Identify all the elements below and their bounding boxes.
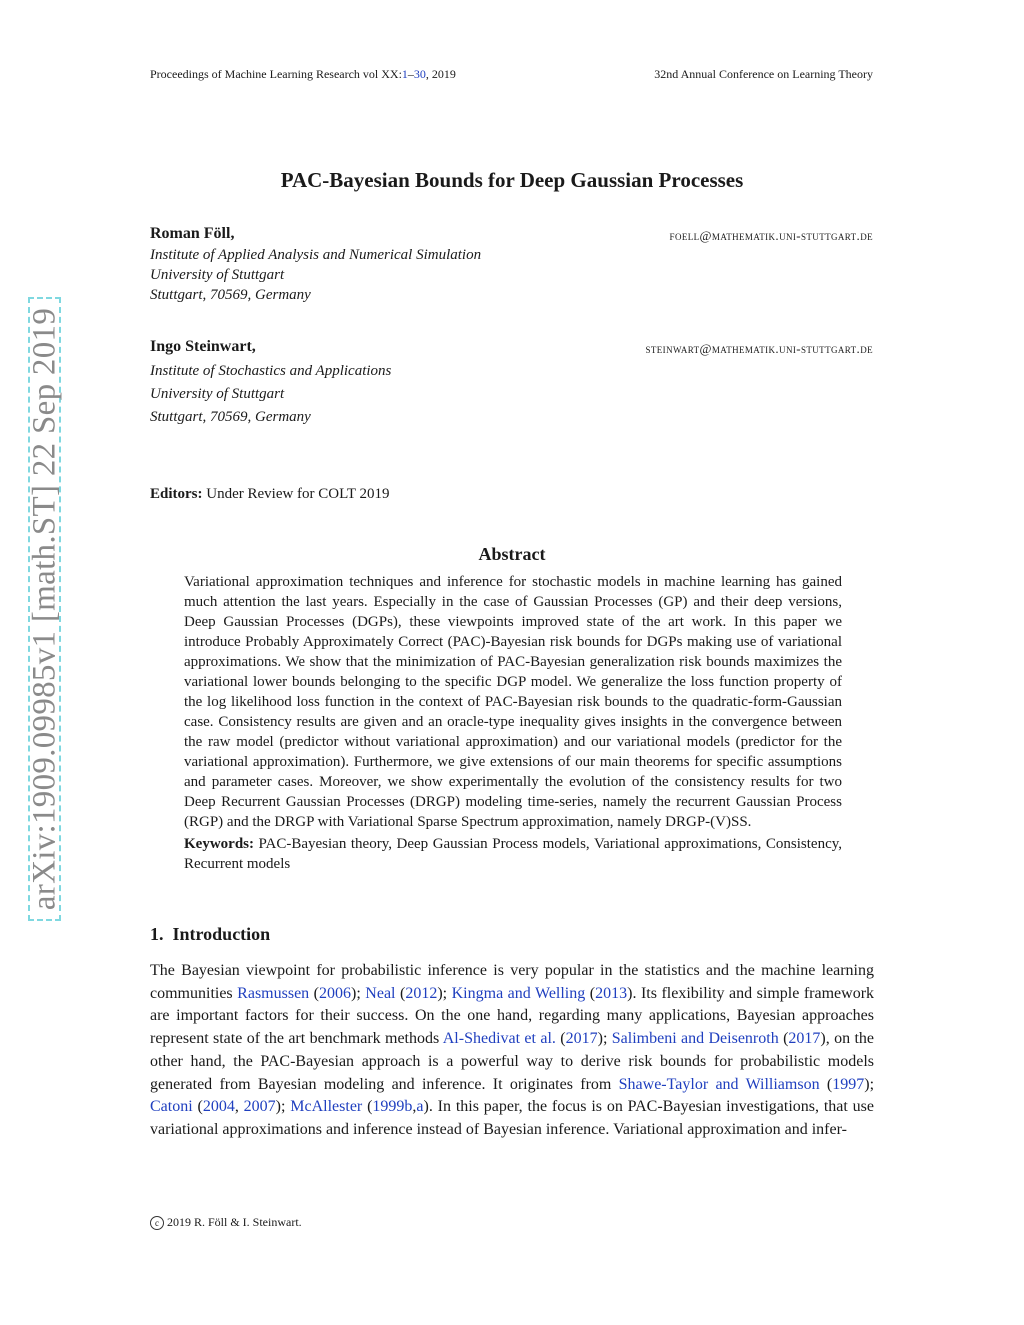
citation-link[interactable]: Shawe-Taylor and Williamson (618, 1075, 820, 1093)
intro-text: , on the other hand, the PAC-Bayesian approach is a powerful way to derive risk bounds for probabilistic models generated from Bayesian modeling and inference. It originates from (150, 1030, 875, 1093)
editors-line (150, 486, 390, 503)
intro-paragraph: The Bayesian viewpoint for probabilistic inference is very popular in the statistics and the machine learning communities Rasmussen (2006); Neal (2012); Kingma and Welling (2013). Its flexibility and simple framework are important factors for their success. On the one hand, regarding many applications, Bayesian approaches represent state of the art benchmark methods Al-Shedivat et al. (2017); Salimbeni and Deisenroth (2017), on the other hand, the PAC-Bayesian approach is a powerful way to derive risk bounds for probabilistic models generated from Bayesian modeling and inference. It originates from Shawe-Taylor and Williamson (1997); Catoni (2004, 2007); McAllester (1999b,a). In this paper, the focus is on PAC-Bayesian investigations, that use variational approximations and inference instead of Bayesian inference. Variational approximation and infer- (150, 962, 875, 1138)
page-range-separator: – (407, 67, 414, 81)
affiliation-line: Institute of Stochastics and Applications (150, 363, 392, 379)
author-name-2: Ingo Steinwart, (150, 338, 256, 355)
running-header-left (150, 67, 456, 82)
affiliation-line: University of Stuttgart (150, 267, 285, 283)
citation-year-link[interactable]: 2012 (405, 984, 438, 1002)
copyright-icon: c (150, 1216, 164, 1230)
citation-link[interactable]: Neal (365, 984, 396, 1002)
citation-year-link[interactable]: 2007 (243, 1098, 276, 1116)
author-email-1[interactable]: foell@mathematik.uni-stuttgart.de (669, 228, 873, 243)
citation-link[interactable]: McAllester (290, 1098, 363, 1116)
citation-year-link[interactable]: 1999b (372, 1098, 413, 1116)
intro-text: . In this paper, the focus is on PAC-Bayesian investigations, that use variational approximations and inference instead of Bayesian inference. Variational approximation and infer- (150, 1098, 874, 1138)
arxiv-stamp-text: arXiv:1909.09985v1 [math.ST] 22 Sep 2019 (26, 307, 62, 911)
running-header-right: 32nd Annual Conference on Learning Theory (654, 67, 873, 81)
page-end-link[interactable]: 30 (413, 67, 426, 81)
editors-label: Editors: (150, 486, 203, 502)
citation-link[interactable]: Kingma and Welling (451, 984, 586, 1002)
affiliation-line: Stuttgart, 70569, Germany (150, 409, 311, 425)
citation-link[interactable]: Rasmussen (237, 984, 310, 1002)
copyright-footer (150, 1215, 302, 1230)
citation-year-link[interactable]: a (416, 1098, 424, 1116)
section-heading (150, 924, 270, 945)
keywords-label: Keywords: (184, 836, 254, 852)
citation-link[interactable]: Al-Shedivat et al. (442, 1030, 556, 1048)
citation-year-link[interactable]: 2004 (202, 1098, 235, 1116)
affiliation-line: Stuttgart, 70569, Germany (150, 287, 311, 303)
affiliation-line: Institute of Applied Analysis and Numerical Simulation (150, 247, 482, 263)
keywords-value: PAC-Bayesian theory, Deep Gaussian Process models, Variational approximations, Consistency, Recurrent models (184, 836, 843, 872)
citation-year-link[interactable]: 1997 (832, 1075, 865, 1093)
abstract-body (184, 572, 842, 874)
citation-year-link[interactable]: 2017 (788, 1030, 821, 1048)
citation-year-link[interactable]: 2013 (595, 984, 628, 1002)
citation-link[interactable]: Salimbeni and Deisenroth (611, 1030, 779, 1048)
citation-year-link[interactable]: 2017 (565, 1030, 598, 1048)
paper-title: PAC-Bayesian Bounds for Deep Gaussian Processes (280, 168, 744, 192)
intro-text: . Its flexibility and simple framework are important factors for their success. On the one hand, regarding many applications, Bayesian approaches represent state of the art benchmark methods (150, 984, 875, 1048)
proceedings-label: Proceedings of Machine Learning Research vol XX: (150, 67, 402, 81)
proceedings-year: , 2019 (425, 67, 456, 81)
keywords (184, 834, 842, 874)
author-affiliation-2 (150, 360, 391, 429)
editors-value: Under Review for COLT 2019 (202, 486, 390, 502)
intro-text: The Bayesian viewpoint for probabilistic inference is very popular in the statistics and the machine learning communities (150, 962, 874, 1002)
section-title: Introduction (172, 924, 271, 944)
citation-year-link[interactable]: 2006 (319, 984, 352, 1002)
citation-link[interactable]: Catoni (150, 1098, 193, 1116)
arxiv-stamp[interactable] (28, 297, 61, 921)
copyright-text: 2019 R. Föll & I. Steinwart. (167, 1215, 302, 1229)
author-affiliation-1 (150, 245, 481, 305)
author-email-2[interactable]: steinwart@mathematik.uni-stuttgart.de (645, 341, 873, 356)
abstract-heading: Abstract (478, 544, 546, 564)
author-name-1: Roman Föll, (150, 225, 235, 242)
affiliation-line: University of Stuttgart (150, 386, 285, 402)
section-number: 1. (150, 924, 164, 944)
abstract-text: Variational approximation techniques and inference for stochastic models in machine learning has gained much attention the last years. Especially in the case of Gaussian Processes (GP) and their deep versions, Deep Gaussian Processes (DGPs), these viewpoints improved state of the art work. In this paper we introduce Probably Approximately Correct (PAC)-Bayesian risk bounds for DGPs making use of variational approximations. We show that the minimization of PAC-Bayesian generalization risk bounds maximizes the variational lower bounds belonging to the specific DGP model. We generalize the loss function property of the log likelihood loss function in the context of PAC-Bayesian risk bounds to the quadratic-form-Gaussian case. Consistency results are given and an oracle-type inequality gives insights in the convergence between the raw model (predictor without variational approximation) and our variational models (predictor for the variational approximation). Furthermore, we give extensions of our main theorems for specific assumptions and parameter cases. Moreover, we show experimentally the evolution of the consistency results for two Deep Recurrent Gaussian Processes (DRGP) modeling time-series, namely the recurrent Gaussian Process (RGP) and the DRGP with Variational Sparse Spectrum approximation, namely DRGP-(V)SS. (184, 574, 842, 830)
page-start-link[interactable]: 1 (401, 67, 408, 81)
